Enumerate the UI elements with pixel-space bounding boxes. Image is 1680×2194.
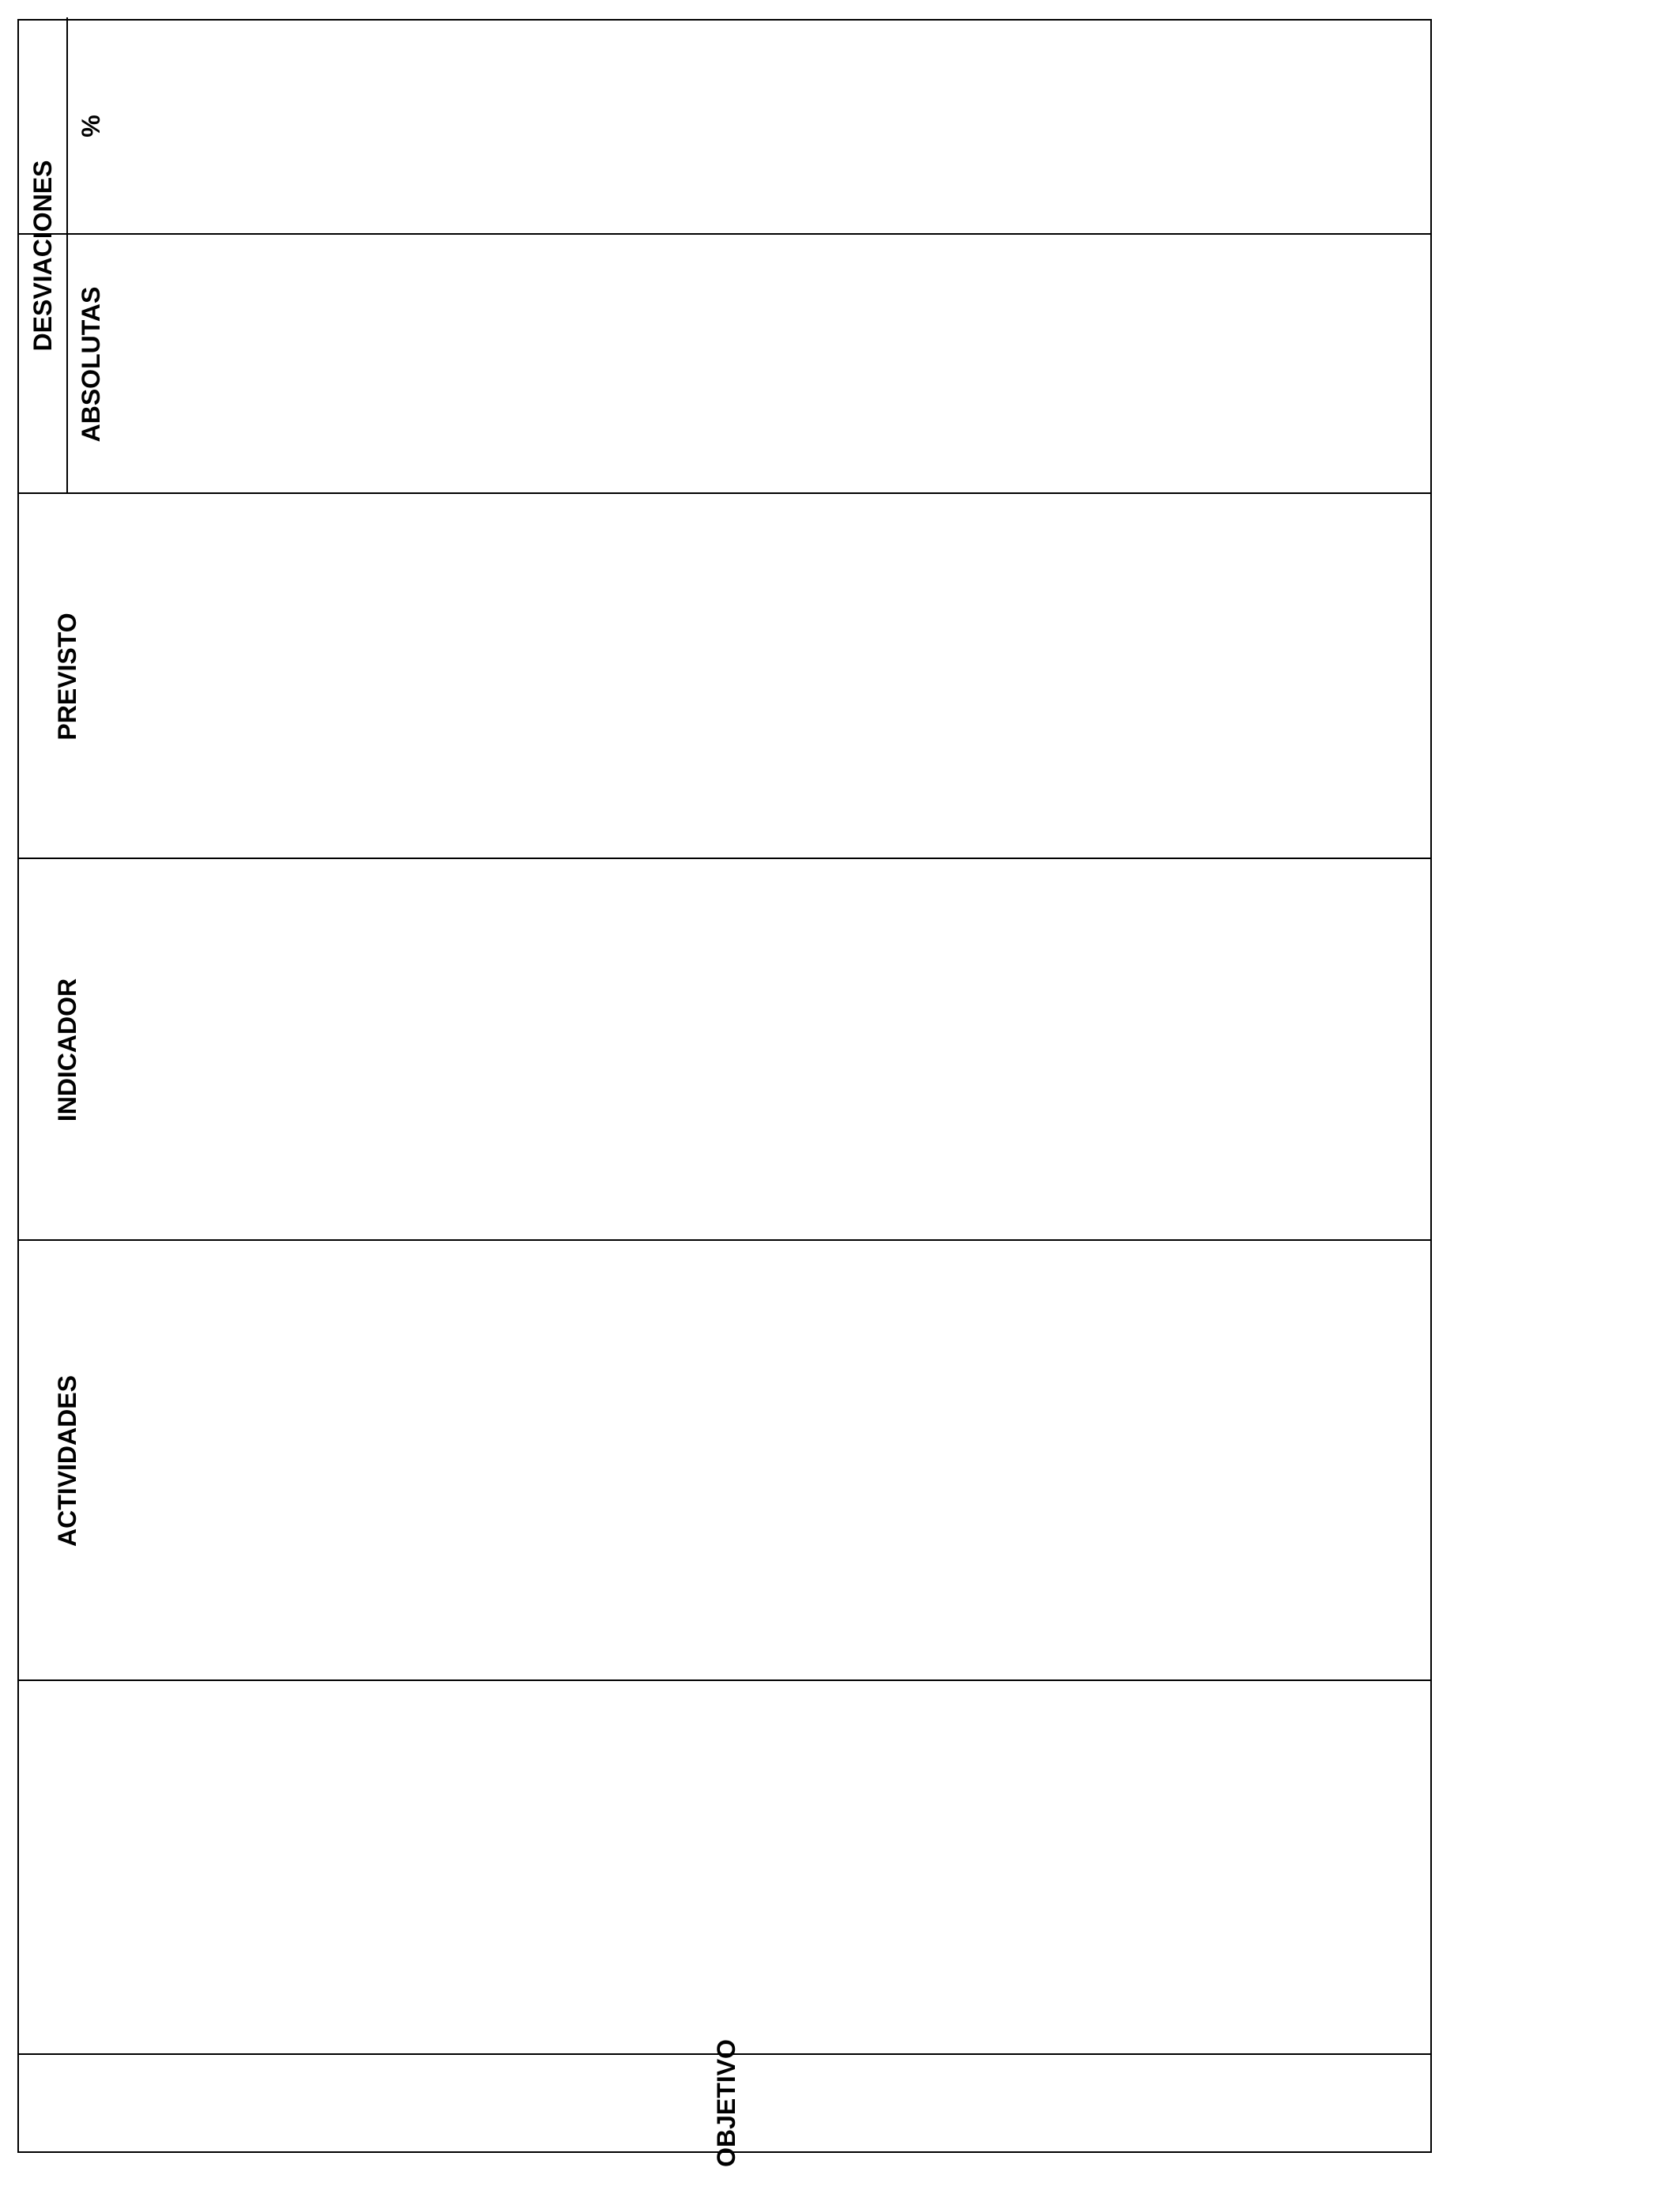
column-divider [19,1239,1430,1241]
header-actividades: ACTIVIDADES [52,1375,81,1547]
header-previsto-cell [19,494,115,859]
column-divider [19,233,1430,235]
column-divider [19,492,1430,494]
header-previsto: PREVISTO [52,613,81,741]
header-objetivo: OBJETIVO [711,2039,740,2167]
header-cell-objetivo [19,2039,1433,2167]
header-desviaciones: DESVIACIONES [28,160,57,352]
header-objetivo-cell [19,1681,115,2151]
header-absolutas: ABSOLUTAS [76,286,105,443]
header-indicador: INDICADOR [52,978,81,1122]
header-pct-cell [66,17,115,235]
header-indicador-cell [19,859,115,1241]
column-divider [19,1679,1430,1681]
activities-table [17,19,1432,2167]
header-absolutas-cell [66,235,115,494]
header-actividades-cell [19,1241,115,1681]
header-desviaciones-cell [19,17,66,494]
header-pct: % [76,115,105,138]
column-divider [19,858,1430,859]
